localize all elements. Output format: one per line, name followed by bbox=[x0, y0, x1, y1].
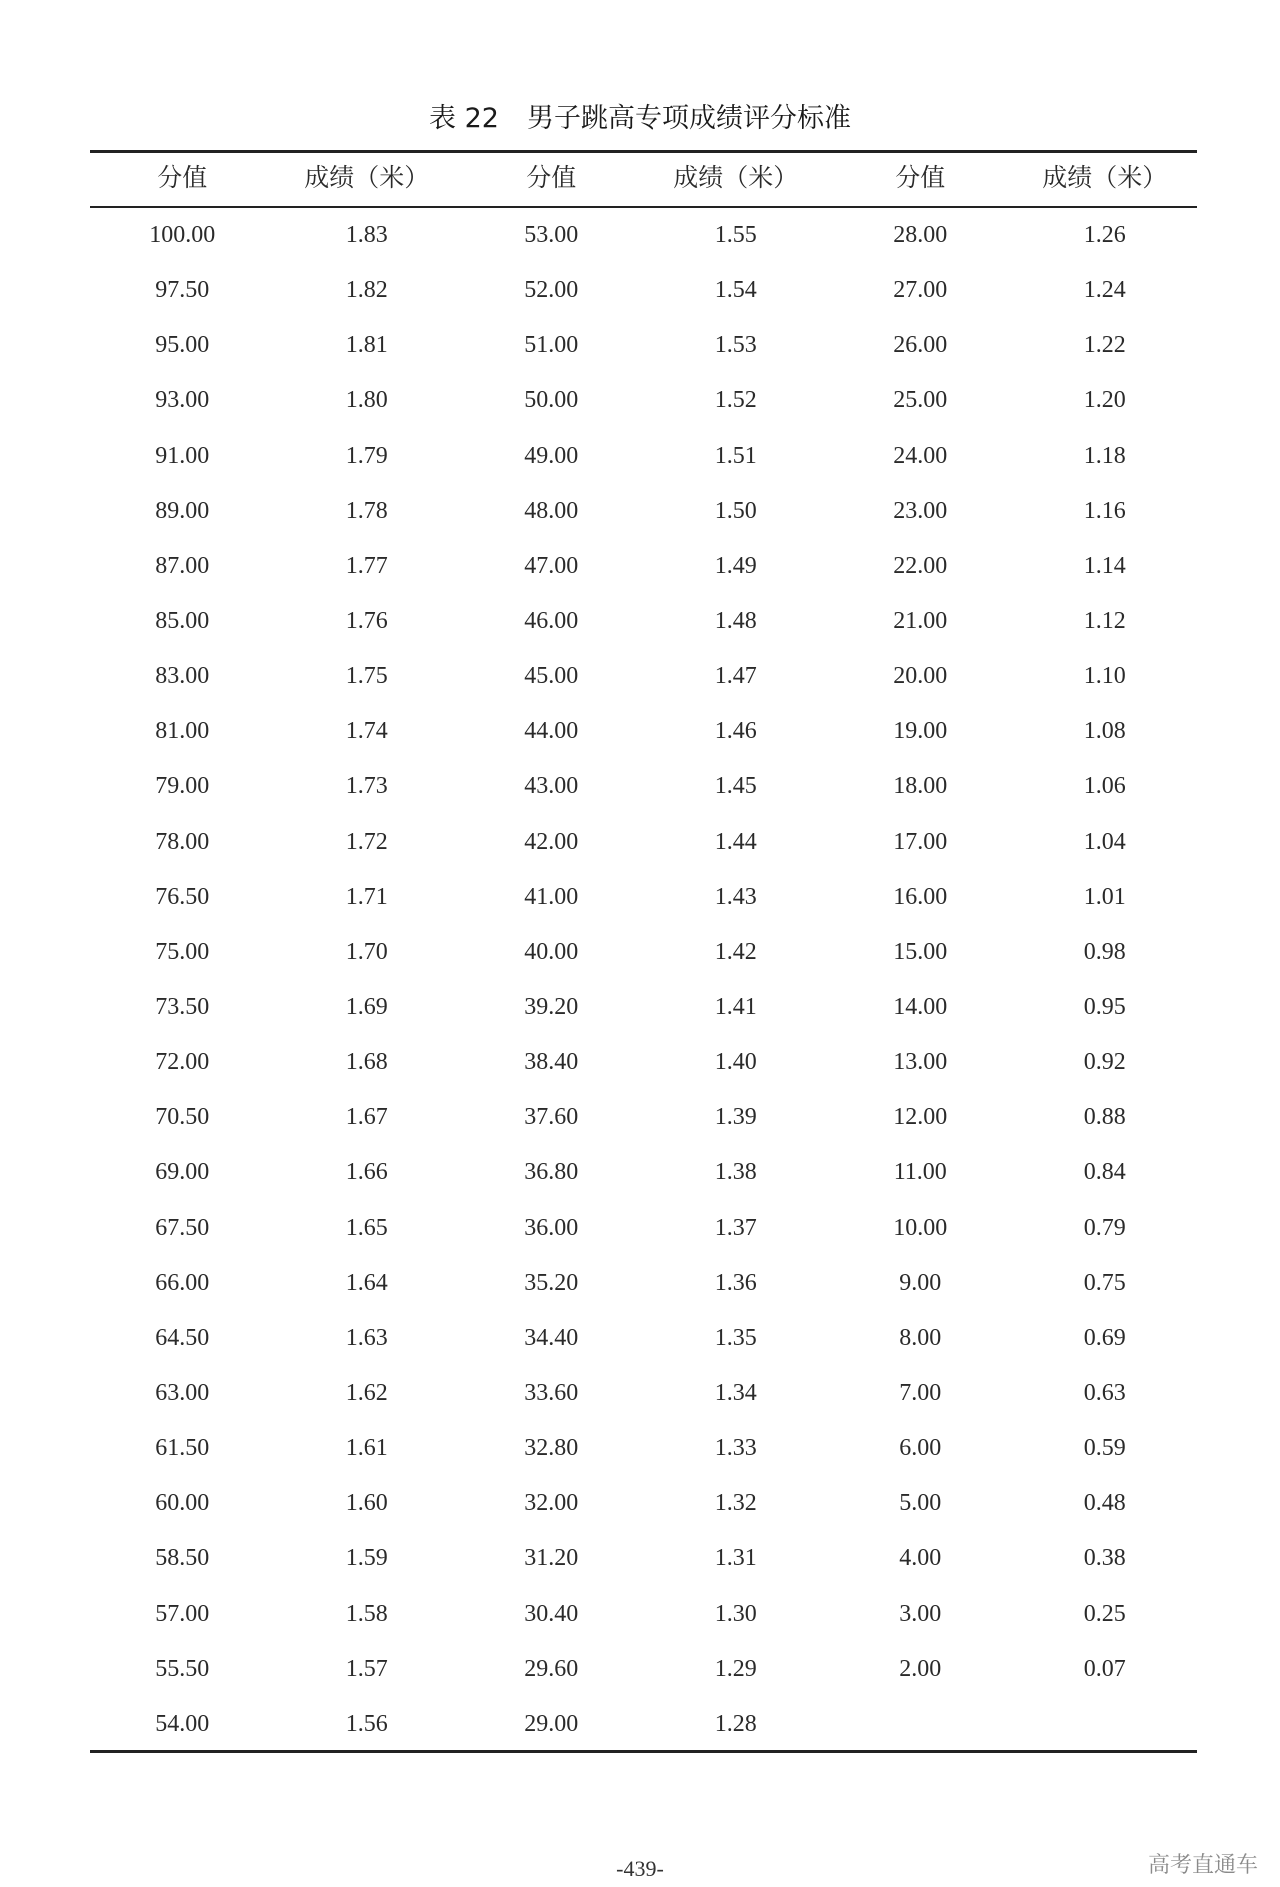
score-cell: 37.60 bbox=[524, 1104, 579, 1131]
score-cell: 38.40 bbox=[524, 1049, 579, 1076]
score-cell: 81.00 bbox=[155, 718, 210, 745]
score-cell: 91.00 bbox=[155, 442, 210, 469]
result-cell: 0.38 bbox=[1083, 1545, 1126, 1572]
result-cell: 1.73 bbox=[345, 773, 388, 800]
result-cell: 1.78 bbox=[345, 497, 388, 524]
table-row bbox=[90, 870, 1197, 925]
result-cell: 1.48 bbox=[714, 608, 757, 635]
result-cell: 1.68 bbox=[345, 1049, 388, 1076]
result-cell: 1.49 bbox=[714, 552, 757, 579]
result-cell: 0.92 bbox=[1083, 1049, 1126, 1076]
result-cell: 1.42 bbox=[714, 938, 757, 965]
result-cell: 1.66 bbox=[345, 1159, 388, 1186]
score-cell: 40.00 bbox=[524, 938, 579, 965]
result-cell: 1.36 bbox=[714, 1269, 757, 1296]
score-cell: 76.50 bbox=[155, 883, 210, 910]
result-cell: 1.57 bbox=[345, 1655, 388, 1682]
score-cell: 39.20 bbox=[524, 994, 579, 1021]
score-cell: 70.50 bbox=[155, 1104, 210, 1131]
result-cell: 1.67 bbox=[345, 1104, 388, 1131]
score-cell: 42.00 bbox=[524, 828, 579, 855]
table-row bbox=[90, 980, 1197, 1035]
result-cell: 1.64 bbox=[345, 1269, 388, 1296]
score-cell: 30.40 bbox=[524, 1600, 579, 1627]
result-cell: 1.61 bbox=[345, 1435, 388, 1462]
score-cell: 93.00 bbox=[155, 387, 210, 414]
score-cell: 58.50 bbox=[155, 1545, 210, 1572]
result-cell: 1.12 bbox=[1083, 608, 1126, 635]
result-cell: 1.16 bbox=[1083, 497, 1126, 524]
score-cell: 21.00 bbox=[893, 608, 948, 635]
result-cell: 1.76 bbox=[345, 608, 388, 635]
score-cell: 46.00 bbox=[524, 608, 579, 635]
header-score-2: 分值 bbox=[526, 163, 577, 192]
result-cell: 1.77 bbox=[345, 552, 388, 579]
result-cell: 1.54 bbox=[714, 277, 757, 304]
score-cell: 50.00 bbox=[524, 387, 579, 414]
result-cell: 1.74 bbox=[345, 718, 388, 745]
score-cell: 60.00 bbox=[155, 1490, 210, 1517]
result-cell: 1.81 bbox=[345, 332, 388, 359]
result-cell: 1.32 bbox=[714, 1490, 757, 1517]
result-cell: 1.69 bbox=[345, 994, 388, 1021]
score-cell: 67.50 bbox=[155, 1214, 210, 1241]
score-cell: 27.00 bbox=[893, 277, 948, 304]
result-cell: 0.84 bbox=[1083, 1159, 1126, 1186]
score-cell: 13.00 bbox=[893, 1049, 948, 1076]
score-cell: 19.00 bbox=[893, 718, 948, 745]
result-cell: 0.79 bbox=[1083, 1214, 1126, 1241]
watermark: 高考直通车 bbox=[1148, 1853, 1259, 1878]
result-cell: 0.07 bbox=[1083, 1655, 1126, 1682]
result-cell: 1.41 bbox=[714, 994, 757, 1021]
score-cell: 43.00 bbox=[524, 773, 579, 800]
result-cell: 1.37 bbox=[714, 1214, 757, 1241]
table-row bbox=[90, 1476, 1197, 1531]
result-cell: 0.63 bbox=[1083, 1380, 1126, 1407]
table-row bbox=[90, 208, 1197, 263]
score-cell: 32.00 bbox=[524, 1490, 579, 1517]
result-cell: 1.45 bbox=[714, 773, 757, 800]
table-row bbox=[90, 1145, 1197, 1200]
result-cell: 1.29 bbox=[714, 1655, 757, 1682]
result-cell: 1.79 bbox=[345, 442, 388, 469]
score-cell: 2.00 bbox=[899, 1655, 942, 1682]
score-cell: 20.00 bbox=[893, 663, 948, 690]
result-cell: 1.51 bbox=[714, 442, 757, 469]
score-cell: 5.00 bbox=[899, 1490, 942, 1517]
score-cell: 33.60 bbox=[524, 1380, 579, 1407]
page-number: -439- bbox=[616, 1856, 664, 1881]
score-cell: 25.00 bbox=[893, 387, 948, 414]
table-header bbox=[90, 150, 1197, 206]
header-result-2: 成绩（米） bbox=[673, 163, 799, 192]
score-cell: 79.00 bbox=[155, 773, 210, 800]
score-cell: 72.00 bbox=[155, 1049, 210, 1076]
result-cell: 1.31 bbox=[714, 1545, 757, 1572]
table-row bbox=[90, 1090, 1197, 1145]
table-row bbox=[90, 263, 1197, 318]
table-row bbox=[90, 759, 1197, 814]
table-title bbox=[0, 96, 1280, 135]
result-cell: 0.59 bbox=[1083, 1435, 1126, 1462]
result-cell: 1.26 bbox=[1083, 222, 1126, 249]
result-cell: 1.39 bbox=[714, 1104, 757, 1131]
table-row bbox=[90, 539, 1197, 594]
result-cell: 1.72 bbox=[345, 828, 388, 855]
score-cell: 52.00 bbox=[524, 277, 579, 304]
score-cell: 10.00 bbox=[893, 1214, 948, 1241]
score-cell: 23.00 bbox=[893, 497, 948, 524]
score-cell: 41.00 bbox=[524, 883, 579, 910]
score-cell: 3.00 bbox=[899, 1600, 942, 1627]
score-cell: 64.50 bbox=[155, 1324, 210, 1351]
score-cell: 32.80 bbox=[524, 1435, 579, 1462]
result-cell: 1.08 bbox=[1083, 718, 1126, 745]
score-cell: 55.50 bbox=[155, 1655, 210, 1682]
result-cell: 1.44 bbox=[714, 828, 757, 855]
result-cell: 1.06 bbox=[1083, 773, 1126, 800]
score-cell: 61.50 bbox=[155, 1435, 210, 1462]
table-row bbox=[90, 594, 1197, 649]
result-cell: 1.20 bbox=[1083, 387, 1126, 414]
result-cell: 0.98 bbox=[1083, 938, 1126, 965]
score-cell: 16.00 bbox=[893, 883, 948, 910]
score-cell: 18.00 bbox=[893, 773, 948, 800]
table-row bbox=[90, 1035, 1197, 1090]
score-cell: 51.00 bbox=[524, 332, 579, 359]
header-result-3: 成绩（米） bbox=[1042, 163, 1168, 192]
score-cell: 45.00 bbox=[524, 663, 579, 690]
score-cell: 53.00 bbox=[524, 222, 579, 249]
score-cell: 4.00 bbox=[899, 1545, 942, 1572]
result-cell: 1.83 bbox=[345, 222, 388, 249]
score-cell: 78.00 bbox=[155, 828, 210, 855]
table-row bbox=[90, 373, 1197, 428]
result-cell: 0.88 bbox=[1083, 1104, 1126, 1131]
score-cell: 17.00 bbox=[893, 828, 948, 855]
score-cell: 11.00 bbox=[893, 1159, 947, 1186]
result-cell: 1.34 bbox=[714, 1380, 757, 1407]
score-cell: 6.00 bbox=[899, 1435, 942, 1462]
result-cell: 1.35 bbox=[714, 1324, 757, 1351]
result-cell: 1.01 bbox=[1083, 883, 1126, 910]
score-cell: 26.00 bbox=[893, 332, 948, 359]
score-cell: 9.00 bbox=[899, 1269, 942, 1296]
score-cell: 8.00 bbox=[899, 1324, 942, 1351]
score-cell: 83.00 bbox=[155, 663, 210, 690]
result-cell: 1.80 bbox=[345, 387, 388, 414]
result-cell: 1.14 bbox=[1083, 552, 1126, 579]
table-row bbox=[90, 1642, 1197, 1697]
result-cell: 1.46 bbox=[714, 718, 757, 745]
score-cell: 69.00 bbox=[155, 1159, 210, 1186]
score-cell: 48.00 bbox=[524, 497, 579, 524]
table-row bbox=[90, 649, 1197, 704]
table-row bbox=[90, 318, 1197, 373]
table-row bbox=[90, 1201, 1197, 1256]
table-row bbox=[90, 1697, 1197, 1752]
table-row bbox=[90, 1421, 1197, 1476]
result-cell: 1.22 bbox=[1083, 332, 1126, 359]
score-cell: 36.00 bbox=[524, 1214, 579, 1241]
score-cell: 57.00 bbox=[155, 1600, 210, 1627]
score-cell: 44.00 bbox=[524, 718, 579, 745]
result-cell: 1.04 bbox=[1083, 828, 1126, 855]
result-cell: 1.60 bbox=[345, 1490, 388, 1517]
table-row bbox=[90, 1587, 1197, 1642]
result-cell: 0.25 bbox=[1083, 1600, 1126, 1627]
table-row bbox=[90, 925, 1197, 980]
table-row bbox=[90, 704, 1197, 759]
table-bottom-rule bbox=[90, 1750, 1197, 1753]
score-cell: 14.00 bbox=[893, 994, 948, 1021]
table-row bbox=[90, 1311, 1197, 1366]
score-cell: 29.60 bbox=[524, 1655, 579, 1682]
score-cell: 7.00 bbox=[899, 1380, 942, 1407]
score-cell: 34.40 bbox=[524, 1324, 579, 1351]
result-cell: 1.55 bbox=[714, 222, 757, 249]
result-cell: 0.95 bbox=[1083, 994, 1126, 1021]
result-cell: 0.69 bbox=[1083, 1324, 1126, 1351]
result-cell: 1.65 bbox=[345, 1214, 388, 1241]
score-cell: 97.50 bbox=[155, 277, 210, 304]
result-cell: 1.70 bbox=[345, 938, 388, 965]
table-row bbox=[90, 1366, 1197, 1421]
result-cell: 1.38 bbox=[714, 1159, 757, 1186]
header-result-1: 成绩（米） bbox=[304, 163, 430, 192]
table-row bbox=[90, 484, 1197, 539]
score-cell: 35.20 bbox=[524, 1269, 579, 1296]
table-number: 表 22 bbox=[429, 103, 499, 134]
score-cell: 66.00 bbox=[155, 1269, 210, 1296]
result-cell: 1.18 bbox=[1083, 442, 1126, 469]
score-cell: 12.00 bbox=[893, 1104, 948, 1131]
table-row bbox=[90, 815, 1197, 870]
result-cell: 1.56 bbox=[345, 1710, 388, 1737]
result-cell: 1.24 bbox=[1083, 277, 1126, 304]
result-cell: 0.48 bbox=[1083, 1490, 1126, 1517]
result-cell: 1.52 bbox=[714, 387, 757, 414]
score-cell: 87.00 bbox=[155, 552, 210, 579]
table-row bbox=[90, 429, 1197, 484]
result-cell: 1.43 bbox=[714, 883, 757, 910]
score-cell: 75.00 bbox=[155, 938, 210, 965]
score-cell: 63.00 bbox=[155, 1380, 210, 1407]
score-cell: 47.00 bbox=[524, 552, 579, 579]
score-cell: 54.00 bbox=[155, 1710, 210, 1737]
table-row bbox=[90, 1531, 1197, 1586]
score-cell: 31.20 bbox=[524, 1545, 579, 1572]
score-cell: 15.00 bbox=[893, 938, 948, 965]
result-cell: 1.62 bbox=[345, 1380, 388, 1407]
result-cell: 1.47 bbox=[714, 663, 757, 690]
result-cell: 1.28 bbox=[714, 1710, 757, 1737]
table-row bbox=[90, 1256, 1197, 1311]
result-cell: 0.75 bbox=[1083, 1269, 1126, 1296]
result-cell: 1.82 bbox=[345, 277, 388, 304]
score-cell: 29.00 bbox=[524, 1710, 579, 1737]
result-cell: 1.10 bbox=[1083, 663, 1126, 690]
table-body bbox=[90, 208, 1197, 1752]
result-cell: 1.59 bbox=[345, 1545, 388, 1572]
header-score-1: 分值 bbox=[157, 163, 208, 192]
table-caption: 男子跳高专项成绩评分标准 bbox=[526, 103, 851, 134]
result-cell: 1.71 bbox=[345, 883, 388, 910]
score-cell: 89.00 bbox=[155, 497, 210, 524]
score-cell: 85.00 bbox=[155, 608, 210, 635]
result-cell: 1.63 bbox=[345, 1324, 388, 1351]
result-cell: 1.75 bbox=[345, 663, 388, 690]
score-cell: 36.80 bbox=[524, 1159, 579, 1186]
score-cell: 22.00 bbox=[893, 552, 948, 579]
result-cell: 1.30 bbox=[714, 1600, 757, 1627]
score-cell: 100.00 bbox=[149, 222, 216, 249]
score-cell: 95.00 bbox=[155, 332, 210, 359]
header-score-3: 分值 bbox=[895, 163, 946, 192]
result-cell: 1.50 bbox=[714, 497, 757, 524]
result-cell: 1.40 bbox=[714, 1049, 757, 1076]
result-cell: 1.53 bbox=[714, 332, 757, 359]
result-cell: 1.58 bbox=[345, 1600, 388, 1627]
result-cell: 1.33 bbox=[714, 1435, 757, 1462]
score-cell: 24.00 bbox=[893, 442, 948, 469]
score-cell: 28.00 bbox=[893, 222, 948, 249]
score-cell: 73.50 bbox=[155, 994, 210, 1021]
score-cell: 49.00 bbox=[524, 442, 579, 469]
